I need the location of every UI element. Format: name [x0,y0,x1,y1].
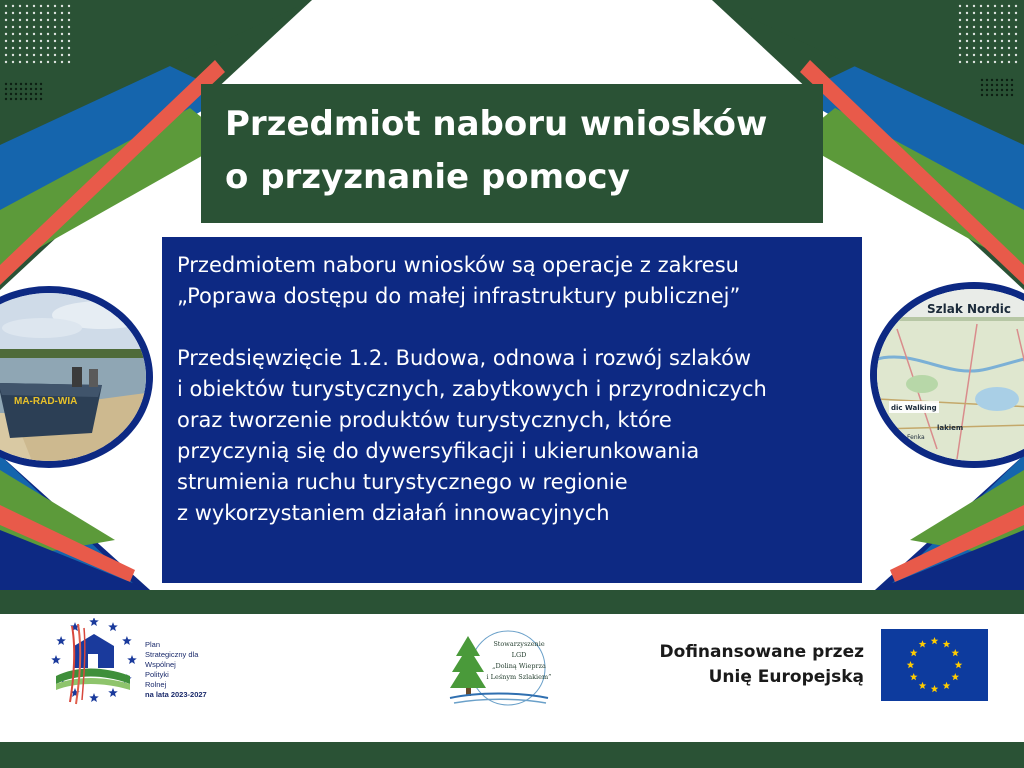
dot [987,33,989,35]
dot [35,88,37,90]
dot [5,61,7,63]
footer-top-band [0,590,1024,614]
dot [991,89,993,91]
dot [5,12,7,14]
dot [959,33,961,35]
content-line: przyczynią się do dywersyfikacji i ukierunkowania [177,439,700,463]
dot [1008,33,1010,35]
dot [33,26,35,28]
dot [61,26,63,28]
dot [19,61,21,63]
dot [47,61,49,63]
dot [35,83,37,85]
pspwr-text [145,640,207,700]
dot [47,33,49,35]
dot [30,93,32,95]
dot [1015,26,1017,28]
dot [25,83,27,85]
dot [987,47,989,49]
right-dot-pattern [959,5,1017,63]
dot [973,47,975,49]
dot [40,26,42,28]
dot [26,40,28,42]
dot [959,61,961,63]
dot [980,26,982,28]
dot [12,61,14,63]
lake-scene [0,293,146,461]
lgd-line: Stowarzyszenie [493,640,545,648]
dot [47,47,49,49]
dot [994,61,996,63]
dot [47,54,49,56]
dot [54,33,56,35]
dot [959,54,961,56]
dot [5,83,7,85]
dot [980,61,982,63]
dot [15,93,17,95]
dot [959,26,961,28]
dot [959,5,961,7]
dot [981,94,983,96]
dot [994,26,996,28]
dot [19,47,21,49]
dot [1008,61,1010,63]
dot [987,5,989,7]
dot [986,84,988,86]
dot [19,40,21,42]
dot [1001,84,1003,86]
map-label-2: lakiem [937,424,964,432]
title-line-1: Przedmiot naboru wniosków [225,104,768,144]
dot [987,40,989,42]
dot [19,12,21,14]
dot [26,19,28,21]
dot [973,61,975,63]
dot [47,26,49,28]
dot [1001,94,1003,96]
dot [986,89,988,91]
dot [966,61,968,63]
dot [35,98,37,100]
dot [994,47,996,49]
dot [5,47,7,49]
dot [1001,26,1003,28]
dot [61,19,63,21]
dot [996,89,998,91]
dot [10,88,12,90]
dot [966,26,968,28]
dot [1006,84,1008,86]
eu-flag-icon [881,629,988,701]
dot [19,19,21,21]
dot [959,12,961,14]
dot [959,47,961,49]
dot [1008,26,1010,28]
dot [61,33,63,35]
dot [40,83,42,85]
dot [5,40,7,42]
dot [33,61,35,63]
dot [54,12,56,14]
dot [966,19,968,21]
dot [12,47,14,49]
dot [987,26,989,28]
dot [47,40,49,42]
dot [1011,79,1013,81]
dot [12,40,14,42]
pspwr-line: Strategiczny dla [145,650,199,659]
boat-label: MA-RAD-WIA [14,396,78,407]
dot [26,54,28,56]
star-icon [89,693,99,702]
dot [68,19,70,21]
dot [1001,5,1003,7]
pspwr-line: na lata 2023-2027 [145,690,207,699]
dot [1008,19,1010,21]
dot [973,5,975,7]
dot [987,54,989,56]
dot [40,5,42,7]
dot [980,12,982,14]
dot [966,40,968,42]
dot [33,40,35,42]
dot [980,5,982,7]
dot [966,33,968,35]
dot [25,98,27,100]
dot [1008,5,1010,7]
lgd-line: LGD [511,651,527,659]
dot [1001,89,1003,91]
dot [1006,89,1008,91]
dot [61,5,63,7]
dot [5,5,7,7]
dot [986,79,988,81]
dot [47,12,49,14]
dot [61,61,63,63]
dot [5,98,7,100]
dot [40,61,42,63]
dot [40,88,42,90]
dot [981,89,983,91]
dot [68,54,70,56]
dot [25,93,27,95]
dot [980,54,982,56]
content-line: strumienia ruchu turystycznego w regionie [177,470,628,494]
dot [1015,33,1017,35]
dot [61,12,63,14]
dot [54,19,56,21]
dot [986,94,988,96]
dot [40,54,42,56]
dot [1008,40,1010,42]
dot [980,33,982,35]
dot [19,5,21,7]
dot [980,19,982,21]
dot [10,98,12,100]
dot [1015,12,1017,14]
dot [68,61,70,63]
star-icon [56,636,66,645]
dot [30,88,32,90]
dot [959,19,961,21]
dot [68,33,70,35]
dot [980,47,982,49]
dot [5,54,7,56]
dot [973,26,975,28]
dot [1001,12,1003,14]
dot [54,40,56,42]
dot [973,33,975,35]
dot [26,61,28,63]
dot [26,26,28,28]
dot [1015,61,1017,63]
dot [994,19,996,21]
dot [61,40,63,42]
map-label-1: dic Walking [891,404,937,412]
dot [54,54,56,56]
map-title: Szlak Nordic [927,302,1012,316]
dot [35,93,37,95]
dot [981,79,983,81]
title-box [201,84,823,223]
dot [33,5,35,7]
dot [47,5,49,7]
dot [973,54,975,56]
dot [68,12,70,14]
dot [1001,61,1003,63]
footer-bottom-band [0,742,1024,768]
dot [12,26,14,28]
dot [987,12,989,14]
dot [5,19,7,21]
eu-cofinancing-text [620,640,864,690]
dot [1015,47,1017,49]
dot [1008,47,1010,49]
dot [994,33,996,35]
dot [54,5,56,7]
dot [987,19,989,21]
star-icon [51,655,61,664]
dot [54,61,56,63]
pspwr-line: Rolnej [145,680,167,689]
dot [19,33,21,35]
dot [1015,40,1017,42]
content-line: Przedmiotem naboru wniosków są operacje z zakresu [177,253,739,277]
dot [30,83,32,85]
dot [959,40,961,42]
star-icon [89,618,99,626]
paragraph-gap [177,312,850,343]
pspwr-line: Polityki [145,670,169,679]
dot [40,33,42,35]
dot [15,88,17,90]
dot [991,84,993,86]
dot [54,26,56,28]
dot [40,47,42,49]
lgd-text [484,639,554,683]
dot [12,54,14,56]
dot [1001,79,1003,81]
dot [1015,5,1017,7]
star-icon [122,636,132,645]
dot [1008,54,1010,56]
map-label-3: Fenka [907,434,925,441]
dot [1001,54,1003,56]
content-line: „Poprawa dostępu do małej infrastruktury publicznej” [177,284,741,308]
dot [40,12,42,14]
dot [991,79,993,81]
dot [996,94,998,96]
pspwr-line: Plan [145,640,161,649]
dot [1001,47,1003,49]
dot [40,19,42,21]
title-line-2: o przyznanie pomocy [225,157,630,197]
dot [966,5,968,7]
dot [1001,33,1003,35]
map-scene [877,289,1024,461]
star-icon [108,622,118,631]
dot [47,19,49,21]
dot [26,47,28,49]
dot [1015,19,1017,21]
dot [30,98,32,100]
dot [26,12,28,14]
dot [20,83,22,85]
dot [5,88,7,90]
dot [33,19,35,21]
eu-line-1: Dofinansowane przez [659,642,864,662]
dot [1015,54,1017,56]
dot [1001,19,1003,21]
dot [5,26,7,28]
dot [40,98,42,100]
dot [5,93,7,95]
dot [68,40,70,42]
dot [19,54,21,56]
dot [994,40,996,42]
dot [12,12,14,14]
star-icon [127,655,137,664]
dot [973,40,975,42]
dot [1001,40,1003,42]
dot [994,12,996,14]
dot [966,54,968,56]
dot [973,19,975,21]
dot [1011,94,1013,96]
dot [15,83,17,85]
dot [68,26,70,28]
pspwr-line: Wspólnej [145,660,176,669]
dot [61,47,63,49]
dot [12,5,14,7]
dot [12,19,14,21]
dot [966,47,968,49]
dot [987,61,989,63]
dot [61,54,63,56]
dot [973,12,975,14]
lgd-line: „Doliną Wieprza [492,662,546,670]
dot [54,47,56,49]
content-line: oraz tworzenie produktów turystycznych, które [177,408,672,432]
dot [19,26,21,28]
dot [26,5,28,7]
star-icon [108,688,118,697]
dot [68,5,70,7]
content-line: i obiektów turystycznych, zabytkowych i przyrodniczych [177,377,767,401]
dot [1006,79,1008,81]
dot [996,79,998,81]
dot [20,98,22,100]
dot [26,33,28,35]
dot [20,88,22,90]
dot [15,98,17,100]
dot [20,93,22,95]
dot [33,47,35,49]
dot [981,84,983,86]
dot [33,54,35,56]
dot [1011,89,1013,91]
content-line: z wykorzystaniem działań innowacyjnych [177,501,610,525]
dot [68,47,70,49]
dot [966,12,968,14]
dot [40,40,42,42]
dot [996,84,998,86]
dot [1008,12,1010,14]
dot [40,93,42,95]
lgd-line: i Leśnym Szlakiem” [486,673,552,681]
dot [25,88,27,90]
content-line: Przedsięwzięcie 1.2. Budowa, odnowa i rozwój szlaków [177,346,752,370]
dot [10,93,12,95]
dot [1006,94,1008,96]
dot [1011,84,1013,86]
eu-line-2: Unię Europejską [708,667,864,687]
dot [994,54,996,56]
dot [33,33,35,35]
dot [5,33,7,35]
dot [994,5,996,7]
dot [991,94,993,96]
content-box [162,237,862,583]
dot [10,83,12,85]
dot [33,12,35,14]
dot [12,33,14,35]
dot [980,40,982,42]
